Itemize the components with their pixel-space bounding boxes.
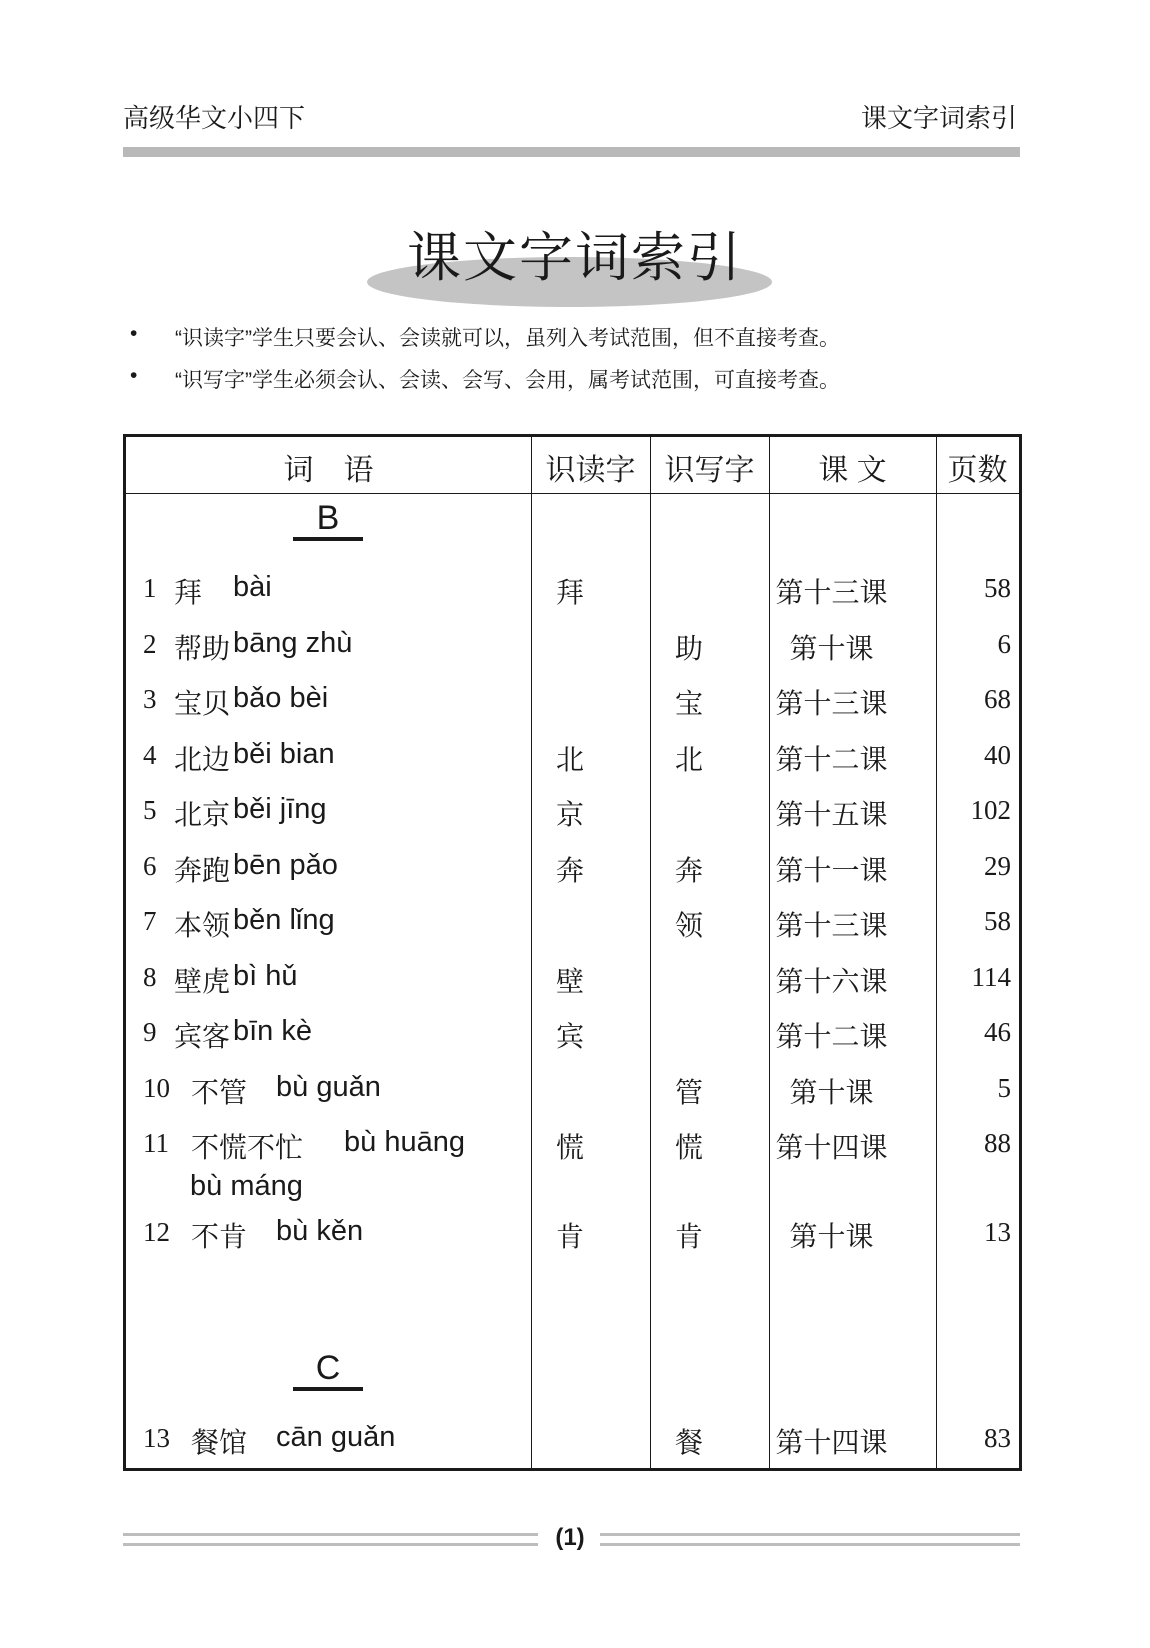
write-char: 奔 — [674, 854, 703, 887]
header-page: 页数 — [947, 454, 1008, 487]
write-char: 领 — [674, 909, 703, 942]
word-hanzi: 不肯 — [191, 1220, 248, 1253]
lesson-name: 第十课 — [789, 632, 874, 665]
read-char: 京 — [555, 798, 584, 831]
row-number: 3 — [143, 684, 157, 714]
row-number: 9 — [143, 1017, 157, 1047]
lesson-name: 第十二课 — [775, 743, 888, 776]
word-index-table — [123, 434, 1022, 1471]
header-word: 词 语 — [283, 454, 374, 487]
word-pinyin: bīn kè — [233, 1015, 312, 1047]
word-pinyin: bài — [233, 571, 272, 603]
lesson-name: 第十三课 — [775, 687, 888, 720]
book-title: 高级华文小四下 — [123, 103, 306, 133]
row-number: 13 — [143, 1423, 170, 1453]
read-char: 奔 — [555, 854, 584, 887]
word-hanzi: 宾客 — [174, 1020, 231, 1053]
row-number: 1 — [143, 573, 157, 603]
write-char: 慌 — [674, 1131, 703, 1164]
footer-rule — [600, 1533, 1020, 1536]
row-number: 4 — [143, 740, 157, 770]
page-ref: 29 — [984, 851, 1011, 881]
page-title: 课文字词索引 — [407, 228, 743, 288]
word-hanzi: 宝贝 — [174, 687, 231, 720]
word-hanzi: 餐馆 — [191, 1426, 248, 1459]
word-pinyin: běi bian — [233, 738, 335, 770]
footer-rule — [123, 1533, 538, 1536]
lesson-name: 第十四课 — [775, 1426, 888, 1459]
page-ref: 40 — [984, 740, 1011, 770]
page-ref: 6 — [997, 629, 1011, 659]
write-char: 肯 — [674, 1220, 703, 1253]
page-ref: 83 — [984, 1423, 1011, 1453]
lesson-name: 第十三课 — [775, 909, 888, 942]
note-writing-chars: “识写字”学生必须会认、会读、会写、会用，属考试范围，可直接考查。 — [175, 369, 840, 392]
write-char: 宝 — [674, 687, 703, 720]
page-ref: 58 — [984, 573, 1011, 603]
row-number: 6 — [143, 851, 157, 881]
footer-rule — [600, 1543, 1020, 1546]
lesson-name: 第十六课 — [775, 965, 888, 998]
row-number: 8 — [143, 962, 157, 992]
lesson-name: 第十课 — [789, 1220, 874, 1253]
page-ref: 102 — [970, 795, 1011, 825]
word-pinyin: bāng zhù — [233, 627, 353, 659]
row-number: 11 — [143, 1128, 169, 1158]
word-hanzi: 帮助 — [174, 632, 231, 665]
header-write: 识写字 — [664, 454, 755, 487]
word-pinyin: běn lǐng — [233, 904, 335, 936]
page-number: (1) — [555, 1524, 585, 1551]
word-hanzi: 北边 — [174, 743, 231, 776]
header-rule — [123, 147, 1020, 157]
note-reading-chars: “识读字”学生只要会认、会读就可以，虽列入考试范围，但不直接考查。 — [175, 327, 840, 350]
lesson-name: 第十二课 — [775, 1020, 888, 1053]
word-hanzi: 北京 — [174, 798, 231, 831]
word-hanzi: 壁虎 — [174, 965, 231, 998]
write-char: 助 — [674, 632, 703, 665]
read-char: 拜 — [555, 576, 584, 609]
read-char: 肯 — [555, 1220, 584, 1253]
footer-rule — [123, 1543, 538, 1546]
page-ref: 58 — [984, 906, 1011, 936]
row-number: 2 — [143, 629, 157, 659]
section-letter: C — [293, 1349, 363, 1391]
word-hanzi: 拜 — [174, 576, 203, 609]
word-pinyin: bù kěn — [276, 1215, 364, 1247]
word-hanzi: 不管 — [191, 1076, 248, 1109]
lesson-name: 第十三课 — [775, 576, 888, 609]
word-pinyin: běi jīng — [233, 793, 327, 825]
lesson-name: 第十五课 — [775, 798, 888, 831]
write-char: 管 — [674, 1076, 703, 1109]
bullet-icon: • — [130, 322, 138, 345]
lesson-name: 第十课 — [789, 1076, 874, 1109]
row-number: 5 — [143, 795, 157, 825]
read-char: 宾 — [555, 1020, 584, 1053]
page-ref: 114 — [971, 962, 1011, 992]
page-ref: 46 — [984, 1017, 1011, 1047]
row-number: 12 — [143, 1217, 170, 1247]
header-lesson: 课 文 — [818, 454, 887, 487]
page-ref: 68 — [984, 684, 1011, 714]
word-pinyin-continued: bù máng — [190, 1170, 303, 1202]
page-ref: 88 — [984, 1128, 1011, 1158]
read-char: 慌 — [555, 1131, 584, 1164]
page-ref: 5 — [997, 1073, 1011, 1103]
lesson-name: 第十一课 — [775, 854, 888, 887]
word-pinyin: bù guǎn — [276, 1071, 381, 1103]
read-char: 壁 — [555, 965, 584, 998]
row-number: 10 — [143, 1073, 170, 1103]
word-pinyin: bǎo bèi — [233, 682, 329, 714]
lesson-name: 第十四课 — [775, 1131, 888, 1164]
header-divider — [126, 493, 1019, 494]
write-char: 北 — [674, 743, 703, 776]
section-title: 课文字词索引 — [860, 103, 1017, 133]
word-pinyin: cān guǎn — [276, 1421, 396, 1453]
section-letter: B — [293, 499, 363, 541]
header-read: 识读字 — [545, 454, 636, 487]
column-divider — [650, 437, 651, 1468]
bullet-icon: • — [130, 364, 138, 387]
read-char: 北 — [555, 743, 584, 776]
write-char: 餐 — [674, 1426, 703, 1459]
row-number: 7 — [143, 906, 157, 936]
word-pinyin: bì hǔ — [233, 960, 298, 992]
word-pinyin: bēn pǎo — [233, 849, 338, 881]
word-pinyin: bù huāng — [344, 1126, 465, 1158]
page-ref: 13 — [984, 1217, 1011, 1247]
word-hanzi: 本领 — [174, 909, 231, 942]
word-hanzi: 不慌不忙 — [191, 1131, 304, 1164]
word-hanzi: 奔跑 — [174, 854, 231, 887]
